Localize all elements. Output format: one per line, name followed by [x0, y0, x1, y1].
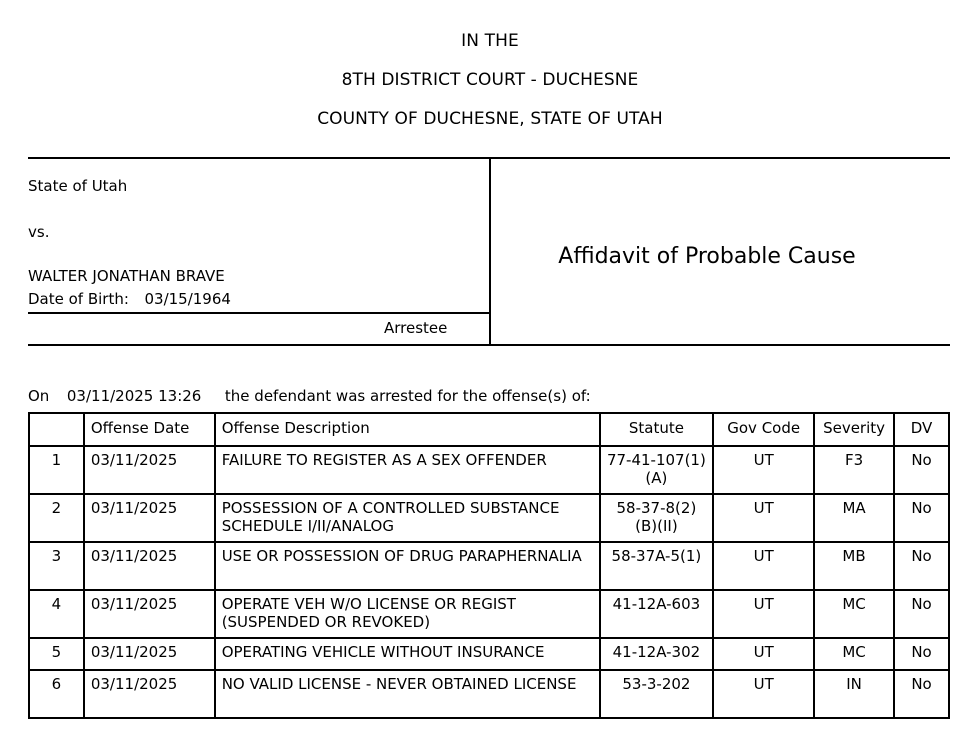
- offense-date: 03/11/2025: [84, 670, 215, 718]
- offense-severity: MC: [814, 590, 894, 638]
- offense-date: 03/11/2025: [84, 542, 215, 590]
- header-gov-code: Gov Code: [713, 413, 814, 446]
- arrestee-label: Arrestee: [384, 319, 448, 337]
- offense-description: USE OR POSSESSION OF DRUG PARAPHERNALIA: [215, 542, 600, 590]
- plaintiff-name: State of Utah: [28, 177, 128, 195]
- arrestee-rule: [28, 312, 490, 314]
- court-heading-line-1: IN THE: [461, 31, 519, 51]
- header-dv: DV: [894, 413, 949, 446]
- offense-gov-code: UT: [713, 638, 814, 670]
- caption-bottom-rule: [28, 344, 950, 346]
- table-row: [29, 590, 949, 638]
- offense-gov-code: UT: [713, 590, 814, 638]
- offense-statute: 58-37-8(2)(B)(II): [600, 494, 714, 542]
- offense-statute: 77-41-107(1)(A): [600, 446, 714, 494]
- header-offense-date: Offense Date: [84, 413, 215, 446]
- offense-date: 03/11/2025: [84, 494, 215, 542]
- offense-date: 03/11/2025: [84, 638, 215, 670]
- offense-num: 1: [29, 446, 84, 494]
- offense-severity: MC: [814, 638, 894, 670]
- defendant-name: WALTER JONATHAN BRAVE: [28, 267, 225, 285]
- dob-label: Date of Birth:: [28, 290, 129, 308]
- table-row: [29, 670, 949, 718]
- offense-description: NO VALID LICENSE - NEVER OBTAINED LICENSE: [215, 670, 600, 718]
- offense-statute: 53-3-202: [600, 670, 714, 718]
- offense-num: 6: [29, 670, 84, 718]
- table-row: [29, 446, 949, 494]
- offense-num: 3: [29, 542, 84, 590]
- offense-dv: No: [894, 638, 949, 670]
- offense-severity: MB: [814, 542, 894, 590]
- header-offense-description: Offense Description: [215, 413, 600, 446]
- offense-dv: No: [894, 494, 949, 542]
- table-row: [29, 494, 949, 542]
- offense-gov-code: UT: [713, 446, 814, 494]
- offense-dv: No: [894, 590, 949, 638]
- offense-gov-code: UT: [713, 542, 814, 590]
- offense-num: 5: [29, 638, 84, 670]
- offense-gov-code: UT: [713, 494, 814, 542]
- offense-description: POSSESSION OF A CONTROLLED SUBSTANCE SCHEDULE I/II/ANALOG: [215, 494, 600, 542]
- arrest-suffix: the defendant was arrested for the offense(s) of:: [224, 387, 591, 405]
- offense-header-row: [29, 413, 949, 446]
- offense-dv: No: [894, 446, 949, 494]
- caption-divider: [489, 157, 491, 346]
- header-num: [29, 413, 84, 446]
- offense-severity: MA: [814, 494, 894, 542]
- offense-gov-code: UT: [713, 670, 814, 718]
- offense-statute: 58-37A-5(1): [600, 542, 714, 590]
- offense-date: 03/11/2025: [84, 590, 215, 638]
- offense-num: 2: [29, 494, 84, 542]
- document-title: Affidavit of Probable Cause: [558, 244, 856, 269]
- court-heading-line-3: COUNTY OF DUCHESNE, STATE OF UTAH: [317, 109, 663, 129]
- versus-label: vs.: [28, 223, 50, 241]
- table-row: [29, 542, 949, 590]
- offense-num: 4: [29, 590, 84, 638]
- offense-description: FAILURE TO REGISTER AS A SEX OFFENDER: [215, 446, 600, 494]
- offense-table: [28, 412, 950, 719]
- offense-severity: IN: [814, 670, 894, 718]
- arrest-datetime: 03/11/2025 13:26: [66, 387, 202, 405]
- arrest-statement: [28, 387, 591, 405]
- offense-date: 03/11/2025: [84, 446, 215, 494]
- offense-dv: No: [894, 542, 949, 590]
- offense-description: OPERATING VEHICLE WITHOUT INSURANCE: [215, 638, 600, 670]
- header-statute: Statute: [600, 413, 714, 446]
- table-row: [29, 638, 949, 670]
- court-heading-line-2: 8TH DISTRICT COURT - DUCHESNE: [341, 70, 639, 90]
- offense-statute: 41-12A-302: [600, 638, 714, 670]
- arrest-prefix: On: [28, 387, 50, 405]
- offense-statute: 41-12A-603: [600, 590, 714, 638]
- date-of-birth: [28, 290, 231, 308]
- header-severity: Severity: [814, 413, 894, 446]
- offense-dv: No: [894, 670, 949, 718]
- dob-value: 03/15/1964: [144, 290, 231, 308]
- offense-description: OPERATE VEH W/O LICENSE OR REGIST (SUSPENDED OR REVOKED): [215, 590, 600, 638]
- offense-severity: F3: [814, 446, 894, 494]
